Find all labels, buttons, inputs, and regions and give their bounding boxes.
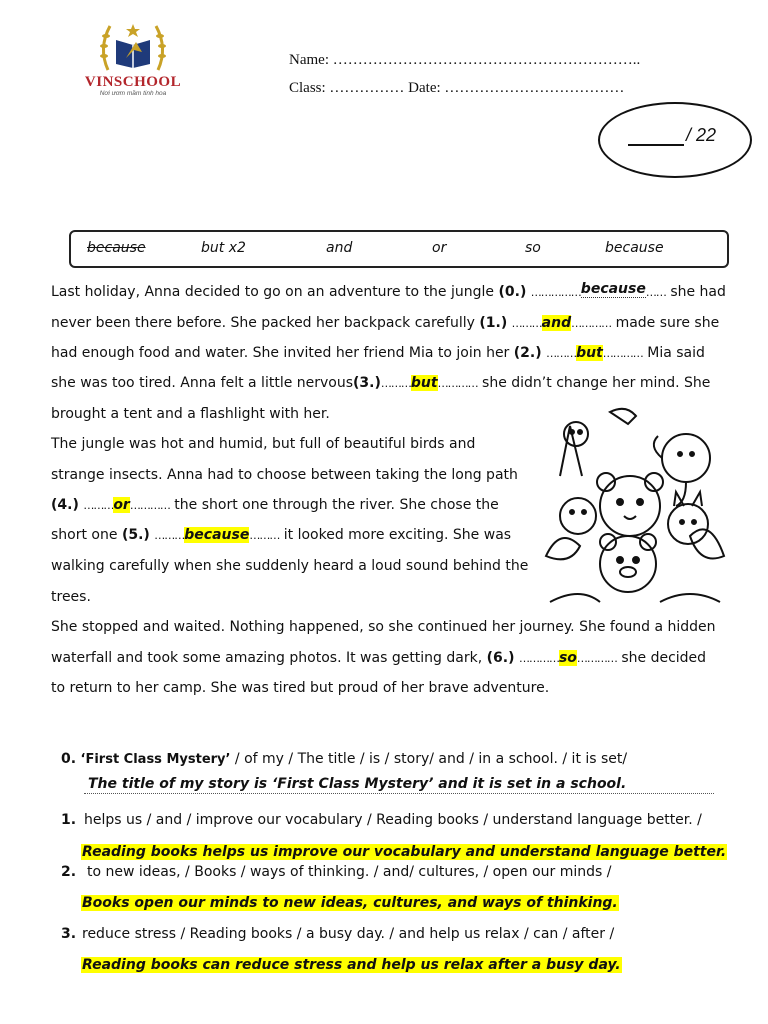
gap-answer-4[interactable]: or: [113, 497, 130, 513]
word-bank-item-or: or: [432, 240, 447, 256]
logo-name: VINSCHOOL: [84, 74, 182, 90]
gap-answer-0[interactable]: because: [580, 281, 646, 297]
passage-line: (4.) ………or………… the short one through the river. She chose the: [51, 497, 499, 513]
gap-number: (2.): [513, 345, 542, 361]
gap-answer-5[interactable]: because: [184, 527, 250, 543]
sentence-prompt-bold: ‘First Class Mystery’: [80, 752, 231, 767]
sentence-prompt-3: reduce stress / Reading books / a busy day. / and help us relax / can / after /: [82, 926, 615, 942]
passage-text: it looked more exciting. She was: [283, 527, 512, 543]
sentence-number: 0.: [61, 751, 77, 767]
passage-text: never been there before. She packed her backpack carefully: [51, 315, 475, 331]
gap-number: (6.): [486, 650, 515, 666]
score-total: / 22: [686, 125, 717, 145]
sentence-prompt-2: to new ideas, / Books / ways of thinking. / and/ cultures, / open our minds /: [87, 864, 612, 880]
gap-number: (0.): [498, 284, 527, 300]
passage-text: she had: [670, 284, 726, 300]
sentence-number: 2.: [61, 864, 77, 880]
class-date-field[interactable]: Class: …………… Date: ………………………………: [289, 80, 625, 96]
word-bank-item-but: but x2: [201, 240, 246, 256]
passage-line: walking carefully when she suddenly heard a loud sound behind the: [51, 558, 529, 574]
passage-text: waterfall and took some amazing photos. It was getting dark,: [51, 650, 483, 666]
sentence-number: 1.: [61, 812, 77, 828]
passage-line: trees.: [51, 589, 91, 605]
sentence-answer-1[interactable]: Reading books helps us improve our vocabulary and understand language better.: [82, 844, 727, 860]
passage-text: made sure she: [615, 315, 720, 331]
passage-line: she was too tired. Anna felt a little nervous(3.)………but………… she didn’t change her mind. She: [51, 375, 711, 391]
sentence-answer-2[interactable]: Books open our minds to new ideas, cultures, and ways of thinking.: [82, 895, 618, 911]
sentence-prompt-1: helps us / and / improve our vocabulary / Reading books / understand language better. /: [84, 812, 702, 828]
word-bank-item-because-used: because: [87, 240, 146, 256]
gap-number: (4.): [51, 497, 79, 513]
word-bank-item-so: so: [525, 240, 541, 256]
passage-line: She stopped and waited. Nothing happened, so she continued her journey. She found a hidden: [51, 619, 716, 635]
passage-text: the short one through the river. She chose the: [174, 497, 499, 513]
passage-line: never been there before. She packed her backpack carefully (1.) ………and………… made sure she: [51, 315, 720, 331]
score-blank[interactable]: [628, 128, 684, 146]
name-field[interactable]: Name: ……………………………………………………..: [289, 52, 641, 68]
passage-text: she didn’t change her mind. She: [482, 375, 711, 391]
gap-number: (3.): [353, 375, 381, 391]
passage-text: she decided: [621, 650, 707, 666]
sentence-number: 3.: [61, 926, 77, 942]
gap-answer-2[interactable]: but: [576, 345, 603, 361]
passage-line: waterfall and took some amazing photos. It was getting dark, (6.) …………so………… she decided: [51, 650, 707, 666]
passage-line: short one (5.) ………because……… it looked more exciting. She was: [51, 527, 512, 543]
answer-dotted-line: [84, 793, 714, 794]
word-bank-item-because: because: [605, 240, 664, 256]
logo-emblem-icon: [78, 18, 188, 76]
passage-text: short one: [51, 527, 118, 543]
passage-line: to return to her camp. She was tired but proud of her brave adventure.: [51, 680, 550, 696]
passage-line: Last holiday, Anna decided to go on an adventure to the jungle (0.) ……………because…… she had: [51, 281, 726, 300]
passage-text: Mia said: [647, 345, 705, 361]
logo-tagline: Nơi ươm mầm tinh hoa: [99, 90, 167, 97]
passage-line: had enough food and water. She invited her friend Mia to join her (2.) ………but………… Mia said: [51, 345, 705, 361]
gap-number: (1.): [479, 315, 508, 331]
gap-answer-3[interactable]: but: [410, 375, 438, 391]
word-bank-item-and: and: [326, 240, 353, 256]
passage-text: had enough food and water. She invited her friend Mia to join her: [51, 345, 510, 361]
sentence-prompt-text: / of my / The title / is / story/ and / in a school. / it is set/: [230, 751, 628, 767]
jungle-animals-illustration: [540, 406, 730, 608]
passage-line: brought a tent and a flashlight with her.: [51, 406, 330, 422]
school-logo: [78, 18, 188, 98]
passage-text: she was too tired. Anna felt a little nervous: [51, 375, 354, 391]
sentence-answer-3[interactable]: Reading books can reduce stress and help us relax after a busy day.: [82, 957, 621, 973]
passage-line: The jungle was hot and humid, but full of beautiful birds and: [51, 436, 476, 452]
sentence-prompt-0: [61, 751, 627, 767]
gap-number: (5.): [121, 527, 150, 543]
passage-text: Last holiday, Anna decided to go on an adventure to the jungle: [51, 284, 495, 300]
passage-line: strange insects. Anna had to choose between taking the long path: [51, 467, 518, 483]
sentence-answer-0[interactable]: The title of my story is ‘First Class Mystery’ and it is set in a school.: [88, 776, 627, 792]
gap-answer-1[interactable]: and: [541, 315, 572, 331]
score-text: [628, 125, 716, 146]
gap-answer-6[interactable]: so: [558, 650, 577, 666]
